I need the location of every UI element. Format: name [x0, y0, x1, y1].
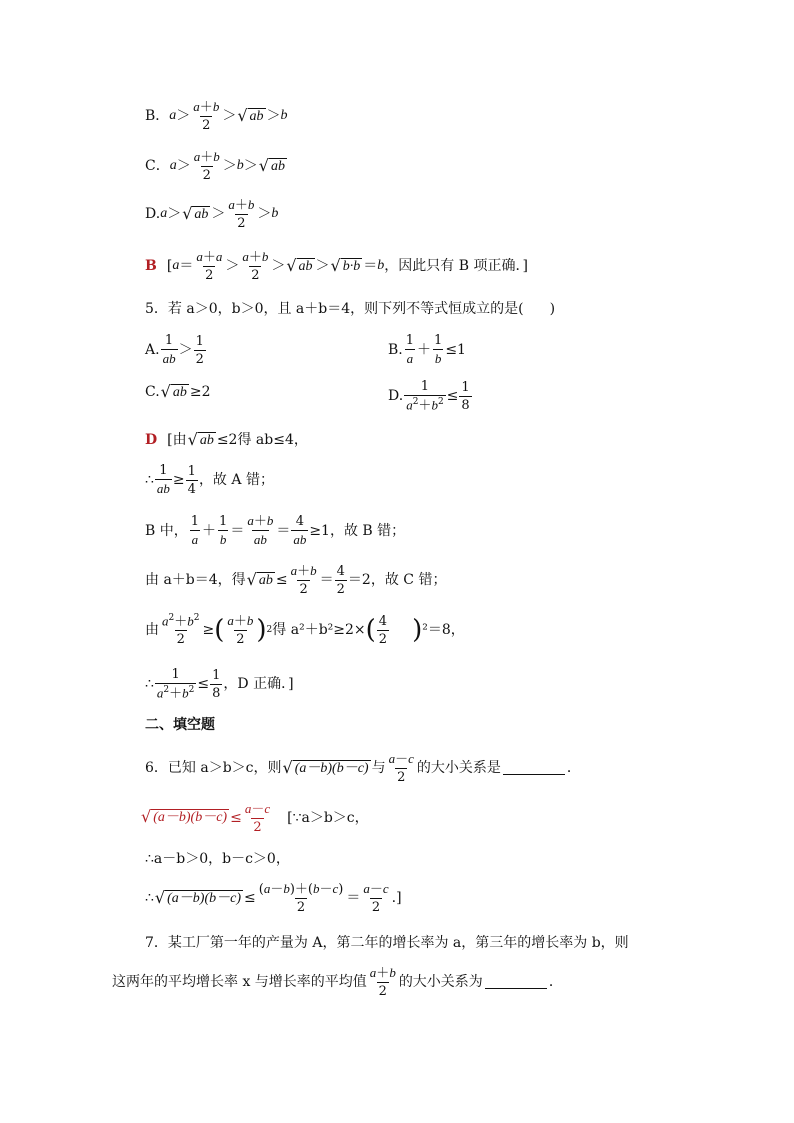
q7-stem-line-1: 7．某工厂第一年的产量为 A，第二年的增长率为 a，第三年的增长率为 b，则: [145, 935, 629, 951]
q6-stem: 6．已知 a＞b＞c，则 √ (a－b)(b－c) 与 $\frac{a-c}{2}$ 的大小关系是 ．: [145, 751, 581, 785]
q5-stem: 5．若 a＞0，b＞0，且 a＋b＝4，则下列不等式恒成立的是( ): [145, 301, 556, 317]
option-label: B．: [145, 108, 170, 124]
q6-solution-line-3: ∴ √ (a－b)(b－c) ≤ $\frac{(a-b)+(b-c)}{2}$ ＝ $\frac{a-c}{2}$ .]: [145, 881, 402, 915]
option-label: D.: [388, 388, 404, 405]
q5-solution-line-6: ∴ $\frac{1}{a^2+b^2}$ ≤ $\frac{1}{8}$ ，D 正确．]: [145, 667, 294, 702]
q5-solution-line-1: D [由 √ ab ≤2 得 ab≤4，: [145, 430, 308, 449]
answer-letter: D: [145, 432, 158, 448]
section-title: 二、填空题: [145, 717, 215, 733]
q5-option-d: D. $\frac{1}{a^2+b^2}$ ≤ $\frac{1}{8}$: [388, 379, 470, 414]
answer-expression: √ (a－b)(b－c) ≤ $\frac{a-c}{2}$: [141, 801, 271, 835]
q4-option-d: D. a ＞ √ ab ＞ $\frac{a+b}{2}$ ＞ b: [145, 197, 279, 231]
answer-explanation: ，因此只有 B 项正确．]: [384, 258, 528, 274]
q5-solution-line-4: 由 a＋b＝4，得 √ ab ≤ $\frac{a+b}{2}$ ＝ $\frac{4}{2}$ ＝2 ，故 C 错；: [145, 563, 447, 597]
answer-blank[interactable]: [503, 762, 565, 775]
question-text: 5．若 a＞0，b＞0，且 a＋b＝4，则下列不等式恒成立的是(: [145, 301, 524, 317]
q5-option-a: A. $\frac{1}{ab}$ ＞ $\frac{1}{2}$: [145, 333, 204, 367]
q5-solution-line-2: ∴ $\frac{1}{ab}$ ≥ $\frac{1}{4}$ ，故 A 错；: [145, 463, 274, 497]
answer-letter: B: [145, 258, 157, 274]
q4-option-c: C． a ＞ $\frac{a+b}{2}$ ＞ b ＞ √ ab: [145, 149, 285, 183]
q6-answer: √ (a－b)(b－c) ≤ $\frac{a-c}{2}$ [∵a＞b＞c，: [141, 801, 369, 835]
q5-solution-line-3: B 中， $\frac{1}{a}$ ＋ $\frac{1}{b}$ ＝ $\frac{a+b}{ab}$ ＝ $\frac{4}{ab}$ ≥1，故 B 错；: [145, 513, 406, 547]
option-label: B.: [388, 342, 403, 358]
option-label: A.: [145, 342, 160, 358]
q4-option-b: B． a ＞ $\frac{a+b}{2}$ ＞ √ ab ＞ b: [145, 99, 288, 133]
option-label: C．: [145, 158, 170, 174]
q7-stem-line-2: 这两年的平均增长率 x 与增长率的平均值 $\frac{a+b}{2}$ 的大小关系为 ．: [112, 965, 563, 999]
q6-solution-line-2: ∴a－b＞0，b－c＞0，: [145, 851, 290, 867]
q5-option-c: C. √ ab ≥2: [145, 382, 211, 401]
q4-answer: B [ a ＝ $\frac{a+a}{2}$ ＞ $\frac{a+b}{2}$ ＞ √ ab ＞ √ b·b ＝ b ，因此只有 B 项正确．]: [145, 249, 528, 283]
option-label: C.: [145, 384, 160, 400]
q5-option-b: B. $\frac{1}{a}$ ＋ $\frac{1}{b}$ ≤1: [388, 333, 466, 366]
q5-solution-line-5: 由 $\frac{a^2+b^2}{2}$ ≥ ( $\frac{a+b}{2}$ ) 2 得 a²＋b²≥2× ( $\frac{4}{2}$ ) ²＝8，: [145, 613, 465, 648]
answer-blank[interactable]: [485, 976, 547, 989]
option-label: D.: [145, 206, 161, 222]
